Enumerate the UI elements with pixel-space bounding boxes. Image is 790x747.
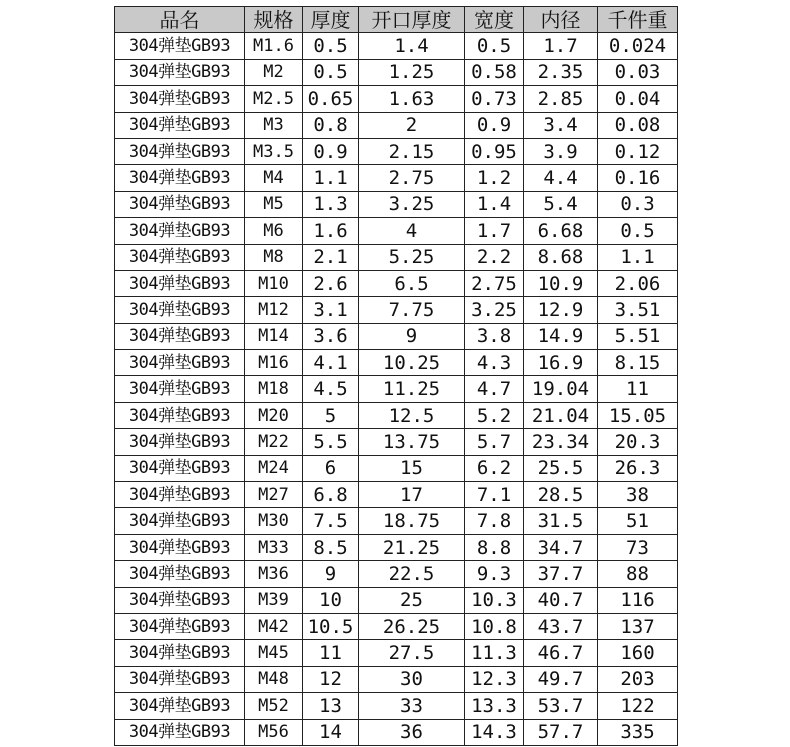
cell-weight-per-thousand: 335 xyxy=(598,719,678,745)
table-row xyxy=(115,191,678,217)
spec-table xyxy=(114,6,678,746)
cell-thickness: 1.3 xyxy=(303,191,359,217)
cell-inner-diameter: 21.04 xyxy=(524,402,598,428)
cell-inner-diameter: 28.5 xyxy=(524,482,598,508)
cell-product-name: 304弹垫GB93 xyxy=(115,191,245,217)
cell-spec: M48 xyxy=(245,666,303,692)
cell-thickness: 0.9 xyxy=(303,138,359,164)
cell-spec: M33 xyxy=(245,534,303,560)
cell-opening-thickness: 15 xyxy=(359,455,465,481)
cell-opening-thickness: 6.5 xyxy=(359,270,465,296)
cell-thickness: 8.5 xyxy=(303,534,359,560)
cell-thickness: 10.5 xyxy=(303,613,359,639)
table-row xyxy=(115,561,678,587)
cell-product-name: 304弹垫GB93 xyxy=(115,244,245,270)
cell-inner-diameter: 57.7 xyxy=(524,719,598,745)
cell-width: 12.3 xyxy=(465,666,524,692)
cell-thickness: 6.8 xyxy=(303,482,359,508)
cell-product-name: 304弹垫GB93 xyxy=(115,297,245,323)
cell-product-name: 304弹垫GB93 xyxy=(115,429,245,455)
cell-thickness: 14 xyxy=(303,719,359,745)
header-thickness: 厚度 xyxy=(303,7,359,33)
cell-product-name: 304弹垫GB93 xyxy=(115,59,245,85)
cell-opening-thickness: 33 xyxy=(359,693,465,719)
cell-spec: M5 xyxy=(245,191,303,217)
cell-spec: M4 xyxy=(245,165,303,191)
cell-product-name: 304弹垫GB93 xyxy=(115,138,245,164)
cell-width: 2.2 xyxy=(465,244,524,270)
cell-product-name: 304弹垫GB93 xyxy=(115,350,245,376)
cell-thickness: 0.65 xyxy=(303,86,359,112)
cell-weight-per-thousand: 0.08 xyxy=(598,112,678,138)
cell-inner-diameter: 40.7 xyxy=(524,587,598,613)
cell-weight-per-thousand: 0.03 xyxy=(598,59,678,85)
cell-weight-per-thousand: 2.06 xyxy=(598,270,678,296)
cell-thickness: 1.6 xyxy=(303,218,359,244)
header-weight-per-thousand: 千件重 xyxy=(598,7,678,33)
cell-product-name: 304弹垫GB93 xyxy=(115,482,245,508)
table-row xyxy=(115,138,678,164)
table-row xyxy=(115,402,678,428)
cell-thickness: 4.5 xyxy=(303,376,359,402)
cell-inner-diameter: 3.4 xyxy=(524,112,598,138)
cell-weight-per-thousand: 20.3 xyxy=(598,429,678,455)
table-row xyxy=(115,534,678,560)
cell-opening-thickness: 13.75 xyxy=(359,429,465,455)
cell-weight-per-thousand: 38 xyxy=(598,482,678,508)
cell-spec: M39 xyxy=(245,587,303,613)
cell-weight-per-thousand: 1.1 xyxy=(598,244,678,270)
cell-width: 10.8 xyxy=(465,613,524,639)
cell-weight-per-thousand: 137 xyxy=(598,613,678,639)
table-row xyxy=(115,218,678,244)
table-body xyxy=(115,33,678,746)
cell-spec: M6 xyxy=(245,218,303,244)
cell-thickness: 0.8 xyxy=(303,112,359,138)
cell-width: 8.8 xyxy=(465,534,524,560)
cell-width: 5.7 xyxy=(465,429,524,455)
table-row xyxy=(115,350,678,376)
cell-product-name: 304弹垫GB93 xyxy=(115,165,245,191)
cell-spec: M3 xyxy=(245,112,303,138)
cell-opening-thickness: 2.15 xyxy=(359,138,465,164)
cell-weight-per-thousand: 160 xyxy=(598,640,678,666)
cell-thickness: 7.5 xyxy=(303,508,359,534)
cell-opening-thickness: 11.25 xyxy=(359,376,465,402)
cell-weight-per-thousand: 8.15 xyxy=(598,350,678,376)
cell-width: 1.7 xyxy=(465,218,524,244)
cell-weight-per-thousand: 0.024 xyxy=(598,33,678,59)
cell-thickness: 0.5 xyxy=(303,33,359,59)
cell-product-name: 304弹垫GB93 xyxy=(115,270,245,296)
cell-product-name: 304弹垫GB93 xyxy=(115,33,245,59)
cell-width: 10.3 xyxy=(465,587,524,613)
table-row xyxy=(115,587,678,613)
cell-width: 7.1 xyxy=(465,482,524,508)
cell-thickness: 6 xyxy=(303,455,359,481)
cell-spec: M20 xyxy=(245,402,303,428)
cell-thickness: 10 xyxy=(303,587,359,613)
cell-weight-per-thousand: 203 xyxy=(598,666,678,692)
cell-weight-per-thousand: 0.12 xyxy=(598,138,678,164)
cell-opening-thickness: 27.5 xyxy=(359,640,465,666)
cell-opening-thickness: 2 xyxy=(359,112,465,138)
cell-weight-per-thousand: 5.51 xyxy=(598,323,678,349)
cell-width: 13.3 xyxy=(465,693,524,719)
cell-inner-diameter: 5.4 xyxy=(524,191,598,217)
cell-inner-diameter: 53.7 xyxy=(524,693,598,719)
table-row xyxy=(115,244,678,270)
cell-inner-diameter: 10.9 xyxy=(524,270,598,296)
cell-width: 0.9 xyxy=(465,112,524,138)
table-row xyxy=(115,376,678,402)
cell-opening-thickness: 25 xyxy=(359,587,465,613)
table-row xyxy=(115,33,678,59)
table-row xyxy=(115,86,678,112)
cell-spec: M2.5 xyxy=(245,86,303,112)
cell-weight-per-thousand: 0.3 xyxy=(598,191,678,217)
cell-spec: M3.5 xyxy=(245,138,303,164)
cell-thickness: 4.1 xyxy=(303,350,359,376)
table-row xyxy=(115,640,678,666)
cell-inner-diameter: 4.4 xyxy=(524,165,598,191)
cell-opening-thickness: 9 xyxy=(359,323,465,349)
cell-spec: M27 xyxy=(245,482,303,508)
cell-spec: M10 xyxy=(245,270,303,296)
cell-product-name: 304弹垫GB93 xyxy=(115,693,245,719)
cell-inner-diameter: 43.7 xyxy=(524,613,598,639)
cell-opening-thickness: 7.75 xyxy=(359,297,465,323)
header-product-name: 品名 xyxy=(115,7,245,33)
cell-product-name: 304弹垫GB93 xyxy=(115,218,245,244)
cell-inner-diameter: 31.5 xyxy=(524,508,598,534)
cell-weight-per-thousand: 51 xyxy=(598,508,678,534)
cell-width: 11.3 xyxy=(465,640,524,666)
cell-spec: M1.6 xyxy=(245,33,303,59)
cell-product-name: 304弹垫GB93 xyxy=(115,719,245,745)
cell-thickness: 13 xyxy=(303,693,359,719)
cell-product-name: 304弹垫GB93 xyxy=(115,376,245,402)
cell-inner-diameter: 2.35 xyxy=(524,59,598,85)
cell-spec: M56 xyxy=(245,719,303,745)
cell-product-name: 304弹垫GB93 xyxy=(115,86,245,112)
cell-weight-per-thousand: 122 xyxy=(598,693,678,719)
cell-width: 3.8 xyxy=(465,323,524,349)
cell-product-name: 304弹垫GB93 xyxy=(115,587,245,613)
cell-opening-thickness: 4 xyxy=(359,218,465,244)
cell-opening-thickness: 17 xyxy=(359,482,465,508)
cell-spec: M42 xyxy=(245,613,303,639)
cell-spec: M24 xyxy=(245,455,303,481)
cell-width: 2.75 xyxy=(465,270,524,296)
cell-spec: M14 xyxy=(245,323,303,349)
cell-opening-thickness: 18.75 xyxy=(359,508,465,534)
cell-weight-per-thousand: 15.05 xyxy=(598,402,678,428)
cell-thickness: 9 xyxy=(303,561,359,587)
table-row xyxy=(115,482,678,508)
cell-width: 7.8 xyxy=(465,508,524,534)
cell-inner-diameter: 3.9 xyxy=(524,138,598,164)
cell-opening-thickness: 5.25 xyxy=(359,244,465,270)
cell-weight-per-thousand: 26.3 xyxy=(598,455,678,481)
cell-opening-thickness: 12.5 xyxy=(359,402,465,428)
cell-opening-thickness: 1.4 xyxy=(359,33,465,59)
cell-product-name: 304弹垫GB93 xyxy=(115,640,245,666)
header-width: 宽度 xyxy=(465,7,524,33)
table-row xyxy=(115,270,678,296)
header-row xyxy=(115,7,678,33)
cell-width: 1.4 xyxy=(465,191,524,217)
cell-spec: M2 xyxy=(245,59,303,85)
cell-opening-thickness: 26.25 xyxy=(359,613,465,639)
cell-opening-thickness: 2.75 xyxy=(359,165,465,191)
header-spec: 规格 xyxy=(245,7,303,33)
cell-product-name: 304弹垫GB93 xyxy=(115,323,245,349)
cell-thickness: 11 xyxy=(303,640,359,666)
cell-product-name: 304弹垫GB93 xyxy=(115,508,245,534)
cell-spec: M52 xyxy=(245,693,303,719)
cell-spec: M45 xyxy=(245,640,303,666)
cell-inner-diameter: 1.7 xyxy=(524,33,598,59)
cell-weight-per-thousand: 11 xyxy=(598,376,678,402)
cell-opening-thickness: 22.5 xyxy=(359,561,465,587)
cell-product-name: 304弹垫GB93 xyxy=(115,455,245,481)
cell-weight-per-thousand: 3.51 xyxy=(598,297,678,323)
cell-spec: M22 xyxy=(245,429,303,455)
table-row xyxy=(115,429,678,455)
cell-inner-diameter: 34.7 xyxy=(524,534,598,560)
cell-product-name: 304弹垫GB93 xyxy=(115,561,245,587)
cell-inner-diameter: 2.85 xyxy=(524,86,598,112)
cell-spec: M18 xyxy=(245,376,303,402)
cell-opening-thickness: 1.63 xyxy=(359,86,465,112)
cell-inner-diameter: 37.7 xyxy=(524,561,598,587)
cell-opening-thickness: 3.25 xyxy=(359,191,465,217)
cell-weight-per-thousand: 116 xyxy=(598,587,678,613)
cell-thickness: 2.6 xyxy=(303,270,359,296)
cell-width: 0.73 xyxy=(465,86,524,112)
header-inner-diameter: 内径 xyxy=(524,7,598,33)
cell-thickness: 0.5 xyxy=(303,59,359,85)
cell-width: 3.25 xyxy=(465,297,524,323)
cell-width: 14.3 xyxy=(465,719,524,745)
cell-width: 9.3 xyxy=(465,561,524,587)
table-row xyxy=(115,693,678,719)
table-row xyxy=(115,323,678,349)
table-row xyxy=(115,59,678,85)
cell-product-name: 304弹垫GB93 xyxy=(115,402,245,428)
cell-inner-diameter: 14.9 xyxy=(524,323,598,349)
cell-inner-diameter: 23.34 xyxy=(524,429,598,455)
cell-weight-per-thousand: 0.5 xyxy=(598,218,678,244)
table-row xyxy=(115,165,678,191)
cell-opening-thickness: 10.25 xyxy=(359,350,465,376)
cell-weight-per-thousand: 0.16 xyxy=(598,165,678,191)
cell-product-name: 304弹垫GB93 xyxy=(115,666,245,692)
cell-opening-thickness: 1.25 xyxy=(359,59,465,85)
cell-width: 0.5 xyxy=(465,33,524,59)
cell-width: 4.3 xyxy=(465,350,524,376)
cell-spec: M36 xyxy=(245,561,303,587)
cell-product-name: 304弹垫GB93 xyxy=(115,112,245,138)
cell-weight-per-thousand: 88 xyxy=(598,561,678,587)
table-row xyxy=(115,508,678,534)
cell-thickness: 3.6 xyxy=(303,323,359,349)
cell-width: 5.2 xyxy=(465,402,524,428)
cell-inner-diameter: 6.68 xyxy=(524,218,598,244)
cell-width: 1.2 xyxy=(465,165,524,191)
cell-opening-thickness: 36 xyxy=(359,719,465,745)
table-row xyxy=(115,112,678,138)
cell-product-name: 304弹垫GB93 xyxy=(115,534,245,560)
header-opening-thickness: 开口厚度 xyxy=(359,7,465,33)
cell-weight-per-thousand: 73 xyxy=(598,534,678,560)
table-row xyxy=(115,613,678,639)
table-row xyxy=(115,719,678,745)
cell-opening-thickness: 21.25 xyxy=(359,534,465,560)
cell-width: 0.58 xyxy=(465,59,524,85)
table-row xyxy=(115,297,678,323)
cell-opening-thickness: 30 xyxy=(359,666,465,692)
table-row xyxy=(115,455,678,481)
cell-width: 0.95 xyxy=(465,138,524,164)
cell-spec: M16 xyxy=(245,350,303,376)
cell-thickness: 1.1 xyxy=(303,165,359,191)
cell-spec: M30 xyxy=(245,508,303,534)
cell-spec: M12 xyxy=(245,297,303,323)
cell-inner-diameter: 19.04 xyxy=(524,376,598,402)
cell-inner-diameter: 49.7 xyxy=(524,666,598,692)
cell-inner-diameter: 16.9 xyxy=(524,350,598,376)
cell-width: 4.7 xyxy=(465,376,524,402)
cell-width: 6.2 xyxy=(465,455,524,481)
cell-thickness: 5.5 xyxy=(303,429,359,455)
cell-product-name: 304弹垫GB93 xyxy=(115,613,245,639)
cell-inner-diameter: 12.9 xyxy=(524,297,598,323)
cell-thickness: 2.1 xyxy=(303,244,359,270)
table-row xyxy=(115,666,678,692)
cell-inner-diameter: 8.68 xyxy=(524,244,598,270)
cell-inner-diameter: 25.5 xyxy=(524,455,598,481)
cell-thickness: 5 xyxy=(303,402,359,428)
cell-spec: M8 xyxy=(245,244,303,270)
cell-thickness: 3.1 xyxy=(303,297,359,323)
cell-weight-per-thousand: 0.04 xyxy=(598,86,678,112)
cell-inner-diameter: 46.7 xyxy=(524,640,598,666)
cell-thickness: 12 xyxy=(303,666,359,692)
